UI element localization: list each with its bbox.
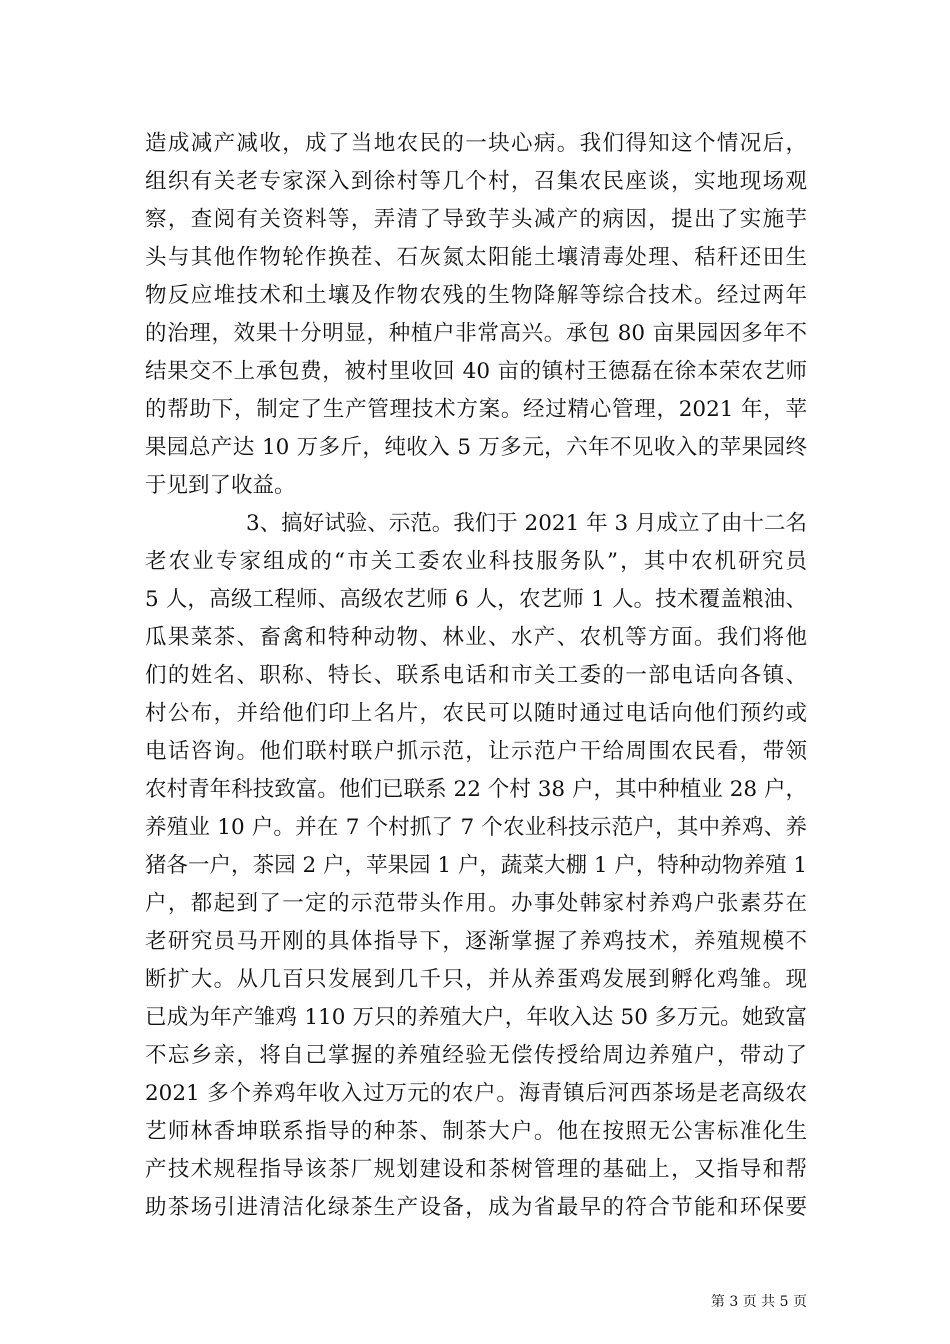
- text-line: 瓜果菜茶、畜禽和特种动物、林业、水产、农机等方面。我们将他: [145, 625, 807, 650]
- text-line: 农村青年科技致富。他们已联系 22 个村 38 户，其中种植业 28 户，: [145, 777, 807, 802]
- text-line: 的治理，效果十分明显，种植户非常高兴。承包 80 亩果园因多年不: [145, 321, 807, 346]
- text-line: 头与其他作物轮作换茬、石灰氮太阳能土壤清毒处理、秸秆还田生: [145, 245, 807, 270]
- text-line: 于见到了收益。: [145, 473, 296, 498]
- section-heading-line: 3、搞好试验、示范。我们于 2021 年 3 月成立了由十二名: [246, 511, 807, 536]
- text-line: 们的姓名、职称、特长、联系电话和市关工委的一部电话向各镇、: [145, 663, 807, 688]
- text-line: 组织有关老专家深入到徐村等几个村，召集农民座谈，实地现场观: [145, 169, 807, 194]
- text-line: 5 人，高级工程师、高级农艺师 6 人，农艺师 1 人。技术覆盖粮油、: [145, 587, 807, 612]
- text-line: 猪各一户，茶园 2 户，苹果园 1 户，蔬菜大棚 1 户，特种动物养殖 1: [145, 853, 807, 878]
- text-line: 断扩大。从几百只发展到几千只，并从养蛋鸡发展到孵化鸡雏。现: [145, 967, 807, 992]
- text-line: 不忘乡亲，将自己掌握的养殖经验无偿传授给周边养殖户，带动了: [145, 1043, 807, 1068]
- text-line: 已成为年产雏鸡 110 万只的养殖大户，年收入达 50 多万元。她致富: [145, 1005, 807, 1030]
- page-number-footer: 第 3 页 共 5 页: [710, 1294, 807, 1310]
- text-line: 老农业专家组成的“市关工委农业科技服务队”，其中农机研究员: [145, 549, 807, 574]
- text-line: 的帮助下，制定了生产管理技术方案。经过精心管理，2021 年，苹: [145, 397, 807, 422]
- text-line: 村公布，并给他们印上名片，农民可以随时通过电话向他们预约或: [145, 701, 807, 726]
- text-line: 艺师林香坤联系指导的种茶、制茶大户。他在按照无公害标准化生: [145, 1119, 807, 1144]
- text-line: 产技术规程指导该茶厂规划建设和茶树管理的基础上，又指导和帮: [145, 1157, 807, 1182]
- text-line: 助茶场引进清洁化绿茶生产设备，成为省最早的符合节能和环保要: [145, 1195, 807, 1220]
- text-line: 户，都起到了一定的示范带头作用。办事处韩家村养鸡户张素芬在: [145, 891, 807, 916]
- text-line: 造成减产减收，成了当地农民的一块心病。我们得知这个情况后，: [145, 131, 807, 156]
- text-line: 电话咨询。他们联村联户抓示范，让示范户干给周围农民看，带领: [145, 739, 807, 764]
- text-line: 果园总产达 10 万多斤，纯收入 5 万多元，六年不见收入的苹果园终: [145, 435, 807, 460]
- text-line: 老研究员马开刚的具体指导下，逐渐掌握了养鸡技术，养殖规模不: [145, 929, 807, 954]
- text-line: 2021 多个养鸡年收入过万元的农户。海青镇后河西茶场是老高级农: [145, 1081, 807, 1106]
- text-line: 结果交不上承包费，被村里收回 40 亩的镇村王德磊在徐本荣农艺师: [145, 359, 807, 384]
- text-line: 养殖业 10 户。并在 7 个村抓了 7 个农业科技示范户，其中养鸡、养: [145, 815, 807, 840]
- text-line: 物反应堆技术和土壤及作物农残的生物降解等综合技术。经过两年: [145, 283, 807, 308]
- text-line: 察，查阅有关资料等，弄清了导致芋头减产的病因，提出了实施芋: [145, 207, 807, 232]
